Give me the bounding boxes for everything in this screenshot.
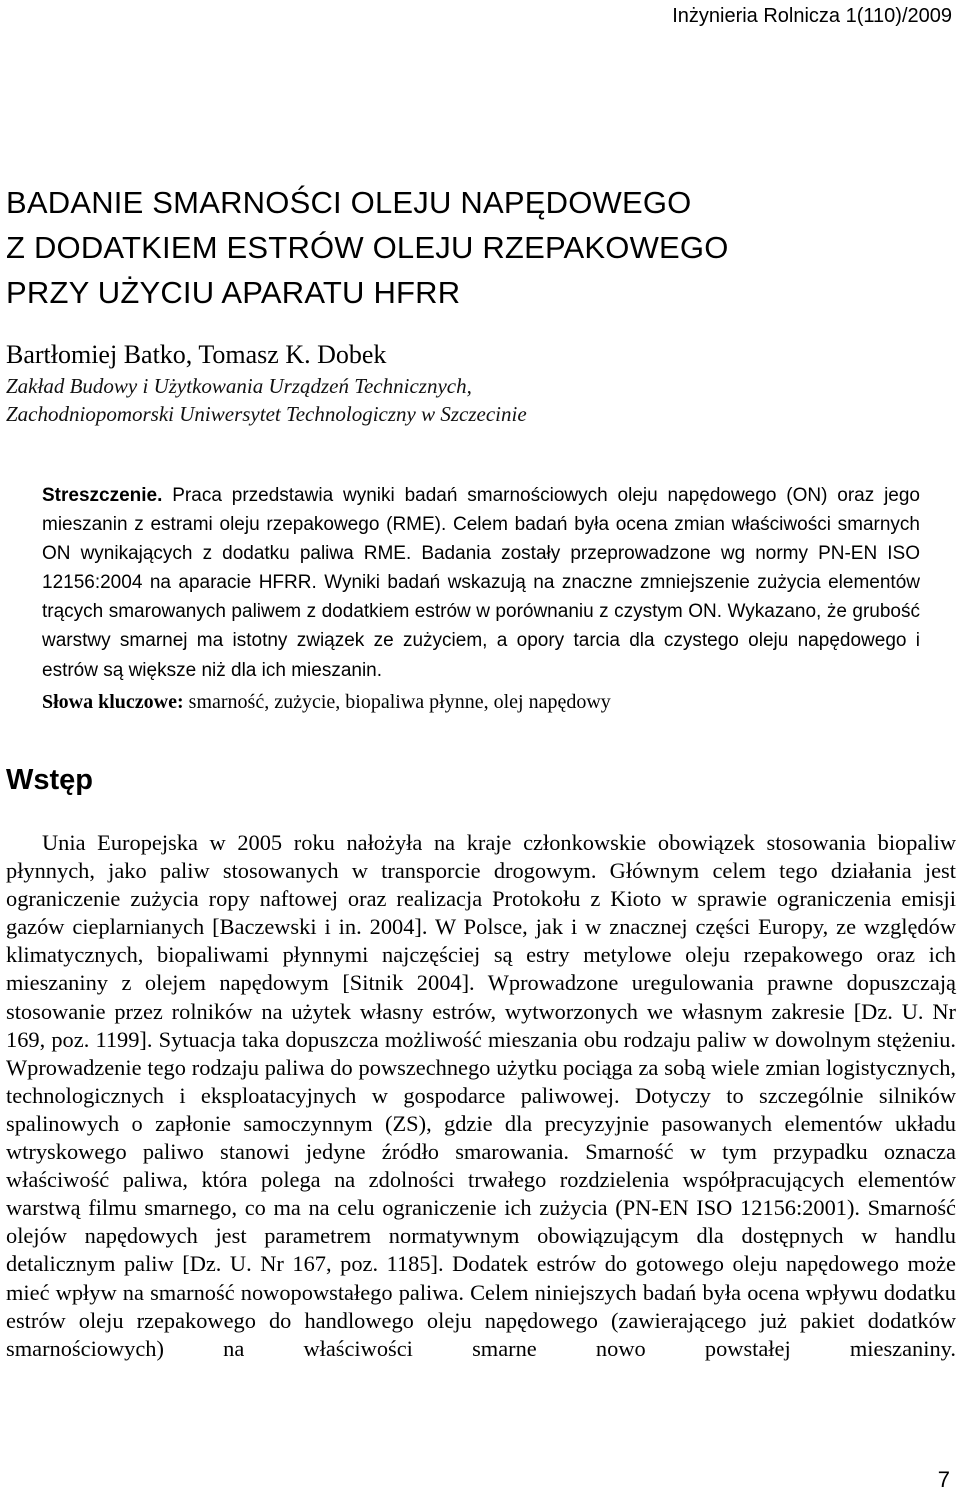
affiliation-line-2: Zachodniopomorski Uniwersytet Technologiczny w Szczecinie bbox=[6, 402, 527, 426]
title-line-1: BADANIE SMARNOŚCI OLEJU NAPĘDOWEGO bbox=[6, 185, 692, 220]
title-line-2: Z DODATKIEM ESTRÓW OLEJU RZEPAKOWEGO bbox=[6, 230, 729, 265]
section-body: Unia Europejska w 2005 roku nałożyła na kraje członkowskie obowiązek stosowania biopaliw płynnych, jako paliw stosowanych w transporcie drogowym. Głównym celem tego działania jest ograniczenie zużycia ropy naftowej oraz realizacja Protokołu z Kioto w sprawie ograniczenia emisji gazów cieplarnianych [Baczewski i in. 2004]. W Polsce, jak i w znacznej części Europy, ze względów klimatycznych, biopaliwami płynnymi najczęściej są estry metylowe oleju rzepakowego oraz ich mieszaniny z olejem napędowym [Sitnik 2004]. Wprowadzone uregulowania prawne dopuszczają stosowanie przez rolników na użytek własny estrów, wytworzonych we własnym zakresie [Dz. U. Nr 169, poz. 1199]. Sytuacja taka dopuszcza możliwość mieszania obu rodzaju paliw w dowolnym stężeniu. Wprowadzenie tego rodzaju paliwa do powszechnego użytku pociąga za sobą wiele zmian logistycznych, technologicznych i eksploatacyjnych w gospodarce paliwowej. Dotyczy to szczególnie silników spalinowych o zapłonie samoczynnym (ZS), gdzie dla precyzyjnie pasowanych elementów układu wtryskowego paliwo stanowi jedyne źródło smarowania. Smarność w tym przypadku oznacza właściwość paliwa, która polega na zdolności trwałego rozdzielenia współpracujących elementów warstwą filmu smarnego, co ma na celu ograniczenie ich zużycia (PN-EN ISO 12156:2001). Smarność olejów napędowych jest parametrem normatywnym obowiązującym dla dostępnych w handlu detalicznym paliw [Dz. U. Nr 167, poz. 1185]. Dodatek estrów do gotowego oleju napędowego może mieć wpływ na smarność nowopowstałego paliwa. Celem niniejszych badań była ocena wpływu dodatku estrów oleju rzepakowego do handlowego oleju napędowego (zawierającego już pakiet dodatków smarnościowych) na właściwości smarne nowo powstałej mieszaniny. bbox=[6, 830, 956, 1361]
keywords-label: Słowa kluczowe: bbox=[42, 691, 184, 713]
abstract-text-3: Badania zostały przeprowadzone wg normy PN-EN ISO 12156:2004 na aparacie HFRR. bbox=[42, 543, 920, 594]
paper-title bbox=[6, 180, 946, 315]
abstract-label: Streszczenie. bbox=[42, 485, 163, 506]
section-heading: Wstęp bbox=[6, 764, 93, 796]
keywords bbox=[42, 688, 611, 716]
abstract-text-4: Wyniki badań wskazują na znaczne zmniejszenie zużycia elementów trących smarowanych paliwem z dodatkiem estrów w porównaniu z czystym ON. Wykazano, że grubość warstwy smarnej ma istotny związek ze zużyciem, a opory tarcia dla czystego oleju napędowego i estrów są większe niż dla ich mieszanin. bbox=[42, 572, 920, 681]
journal-header: Inżynieria Rolnicza 1(110)/2009 bbox=[672, 5, 952, 27]
keywords-text: smarność, zużycie, biopaliwa płynne, olej napędowy bbox=[183, 691, 611, 713]
abstract-text-1: Praca przedstawia wyniki badań smarnościowych oleju napędowego (ON) oraz jego mieszanin z estrami oleju rzepakowego (RME). bbox=[42, 485, 920, 536]
page-number: 7 bbox=[937, 1467, 950, 1492]
abstract-text-2: Celem badań była ocena zmian właściwości smarnych ON wynikających z dodatku paliwa RME. bbox=[42, 514, 920, 565]
title-line-3: PRZY UŻYCIU APARATU HFRR bbox=[6, 275, 461, 310]
affiliation-line-1: Zakład Budowy i Użytkowania Urządzeń Technicznych, bbox=[6, 374, 472, 398]
authors: Bartłomiej Batko, Tomasz K. Dobek bbox=[6, 340, 387, 369]
abstract bbox=[42, 481, 920, 685]
